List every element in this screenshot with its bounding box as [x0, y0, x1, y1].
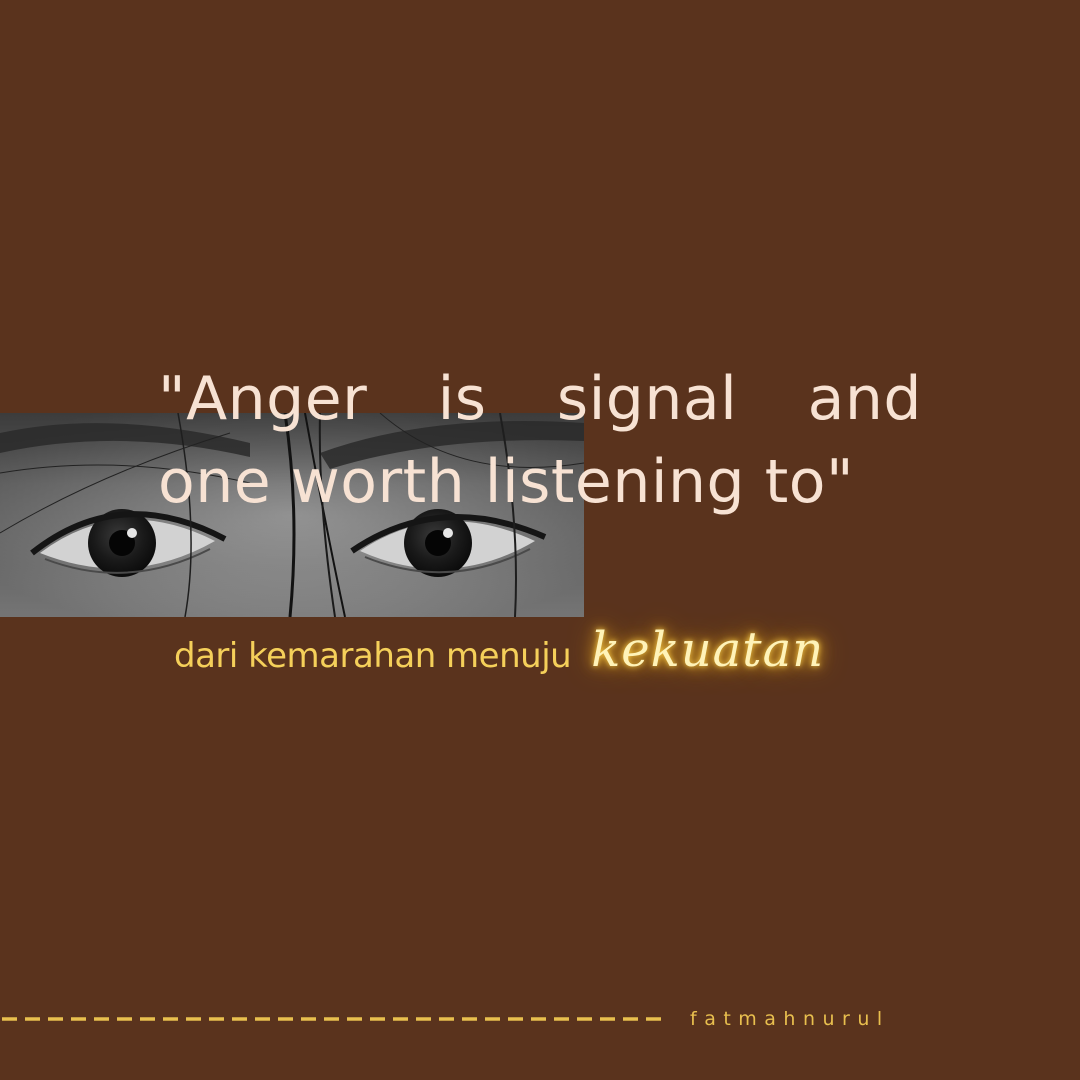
quote-text [158, 358, 922, 524]
quote-word: is [437, 364, 487, 434]
quote-word: "Anger [158, 364, 368, 434]
quote-word: signal [556, 364, 738, 434]
quote-line-2: one worth listening to" [158, 447, 855, 517]
author-name: fatmahnurul [690, 1008, 890, 1030]
dashed-divider [0, 1014, 668, 1024]
tagline-text: dari kemarahan menuju [174, 636, 572, 676]
tagline-highlight: kekuatan [591, 622, 825, 678]
quote-line-1 [158, 358, 922, 441]
tagline [174, 622, 825, 686]
quote-word: and [807, 364, 922, 434]
